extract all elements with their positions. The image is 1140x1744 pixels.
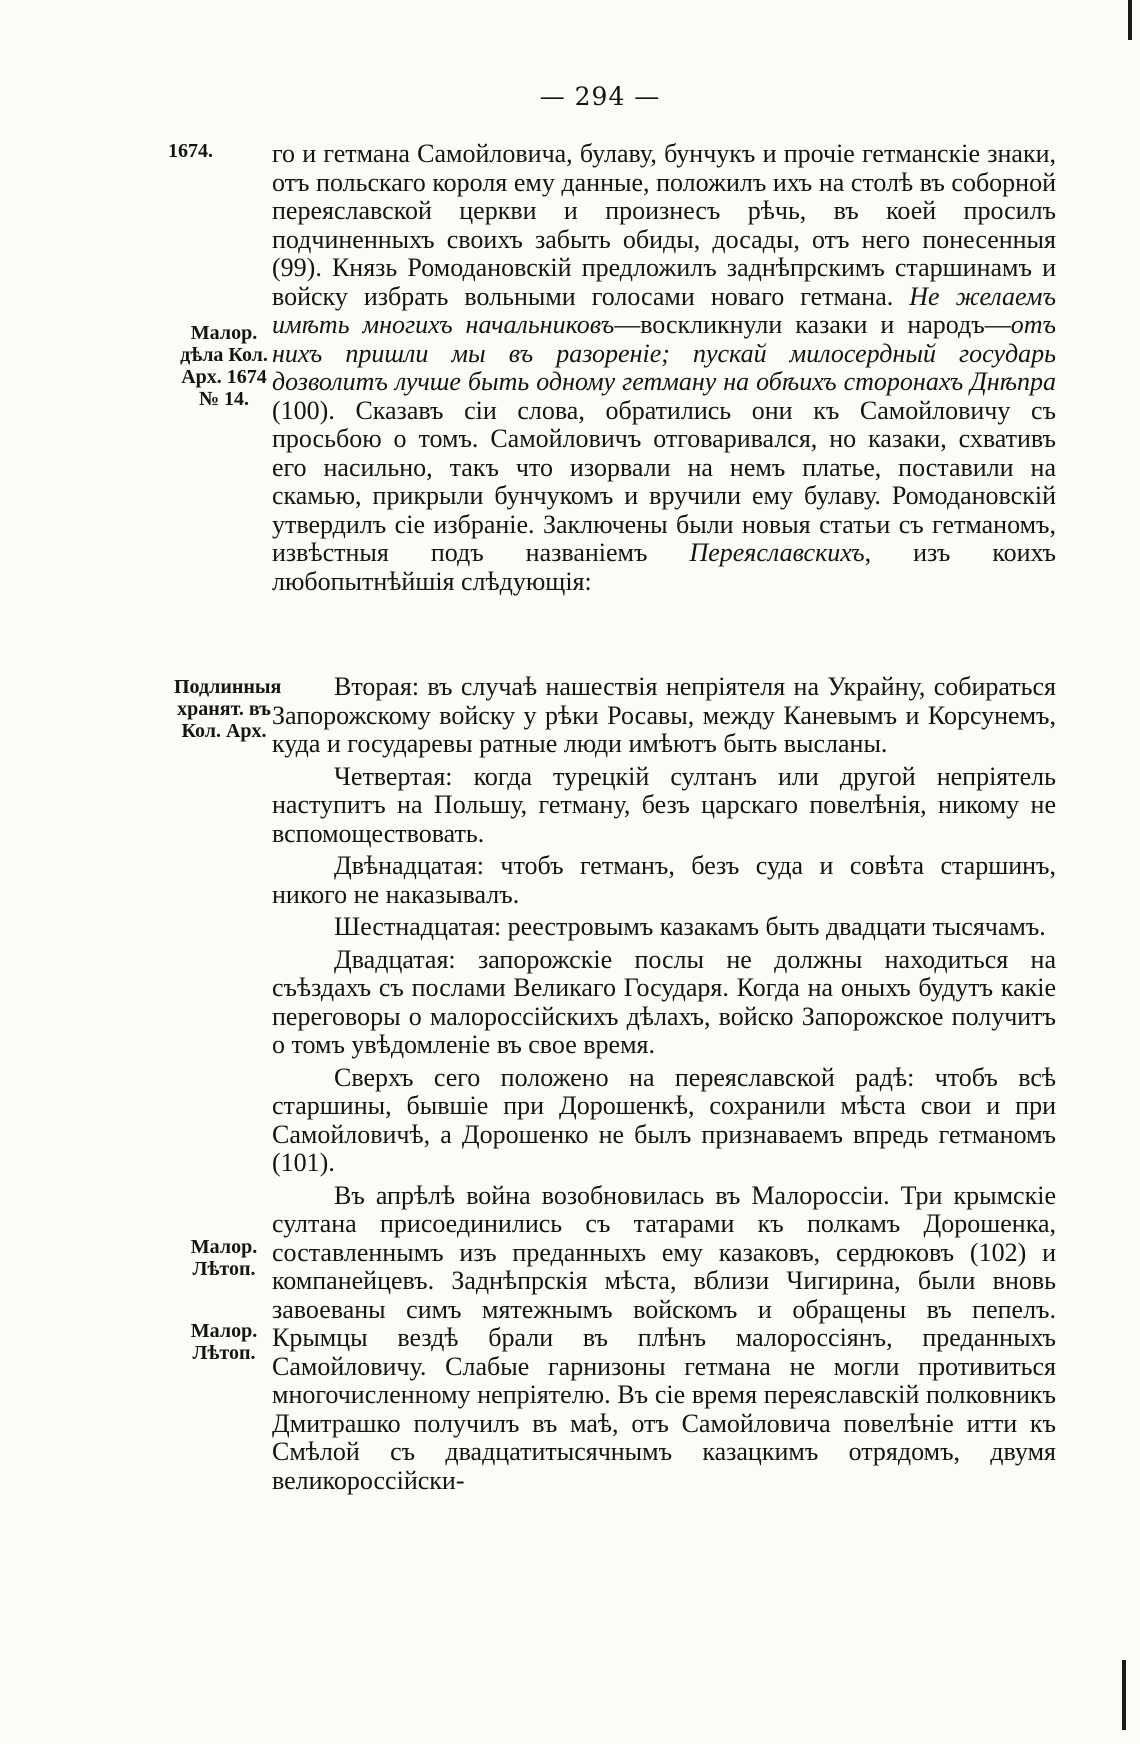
article-twelfth: Двѣнадцатая: чтобъ гетманъ, безъ суда и совѣта старшинъ, никого не наказывалъ.	[272, 851, 1056, 909]
article-second: Вторая: въ случаѣ нашествія непріятеля на Украйну, собираться Запорожскому войску у рѣки Росавы, между Каневымъ и Корсунемъ, куда и государевы ратные люди имѣютъ быть высланы.	[272, 672, 1056, 758]
text-run: го и гетмана Самойловича, булаву, бунчукъ и прочіе гетманскіе знаки, отъ польскаго короля ему данные, положилъ ихъ на столѣ въ соборной переяславской церкви и произнесъ рѣчь, въ коей просилъ подчиненныхъ своихъ забыть обиды, досады, отъ него понесенныя (99). Князь Ромодановскій предложилъ заднѣпрскимъ старшинамъ и войску избрать вольными голосами новаго гетмана.	[272, 139, 1056, 311]
article-sixteenth: Шестнадцатая: реестровымъ казакамъ быть двадцати тысячамъ.	[334, 912, 1046, 941]
text-run: , изъ коихъ любопытнѣйшія слѣдующія:	[272, 538, 1056, 596]
quote-italic: отъ нихъ пришли мы въ разореніе; пускай милосердный государь дозволитъ лучше быть одному гетману на обѣихъ сторонахъ Днѣпра	[272, 310, 1057, 396]
text-run: (100). Сказавъ сіи слова, обратились они къ Самойловичу съ просьбою о томъ. Самойловичъ отговаривался, но казаки, схвативъ его насильно, такъ что изорвали на немъ платье, поставили на скамью, прикрыли бунчукомъ и вручили ему булаву. Ромодановскій утвердилъ сіе избраніе. Заключены были новыя статьи съ гетманомъ, извѣстныя подъ названіемъ	[272, 395, 1056, 567]
quote-italic: Не желаемъ имѣть многихъ начальниковъ	[272, 281, 1056, 339]
article-fourth: Четвертая: когда турецкій султанъ или другой непріятель наступитъ на Польшу, гетману, безъ царскаго повелѣнія, никому не вспомоществовать.	[272, 761, 1056, 848]
paragraph-april-war: Въ апрѣлѣ война возобновилась въ Малороссіи. Три крымскіе султана присоединились съ татарами къ полкамъ Дорошенка, составленнымъ изъ преданныхъ ему казаковъ, сердюковъ (102) и компанейцевъ. Заднѣпрскія мѣста, вблизи Чигирина, были вновь завоеваны симъ мятежнымъ войскомъ и обращены въ пепелъ. Крымцы вездѣ брали въ плѣнъ малороссіянъ, преданныхъ Самойловичу. Слабые гарнизоны гетмана не могли противиться многочисленному непріятелю. Въ сіе время переяславскій полковникъ Дмитрашко получилъ въ маѣ, отъ Самойловича повелѣніе итти къ Смѣлой съ двадцатитысячнымъ казацкимъ отрядомъ, двумя великороссійски-	[272, 1180, 1056, 1495]
main-text-bottom	[272, 673, 1056, 1499]
margin-note-podlinnye: Подлинныя хранят. въ Кол. Арх.	[174, 676, 282, 742]
margin-note-malor-letop-1: Малор. Лѣтоп.	[190, 1236, 258, 1280]
margin-year: 1674.	[168, 140, 213, 162]
main-text-top	[272, 140, 1056, 600]
text-run: —воскликнули казаки и народъ—	[614, 310, 1011, 339]
title-italic: Переяславскихъ	[689, 538, 865, 567]
paragraph-1	[272, 140, 1056, 596]
article-twentieth: Двадцатая: запорожскіе послы не должны находиться на съѣздахъ съ послами Великаго Государя. Когда на оныхъ будутъ какіе переговоры о малороссійскихъ дѣлахъ, войско Запорожское получитъ о томъ увѣдомленіе въ свое время.	[272, 944, 1056, 1059]
margin-note-malor-letop-2: Малор. Лѣтоп.	[190, 1320, 258, 1364]
paragraph-rada: Сверхъ сего положено на переяславской радѣ: чтобъ всѣ старшины, бывшіе при Дорошенкѣ, сохранили мѣста свои и при Самойловичѣ, а Дорошенко не былъ признаваемъ впредь гетманомъ (101).	[272, 1062, 1056, 1177]
margin-note-malor-dela: Малор. дѣла Кол. Арх. 1674 № 14.	[180, 322, 268, 410]
scan-edge-mark-top-right	[1128, 0, 1132, 40]
page-number: — 294 —	[539, 82, 661, 111]
scan-edge-mark-bottom-right	[1122, 1660, 1126, 1730]
